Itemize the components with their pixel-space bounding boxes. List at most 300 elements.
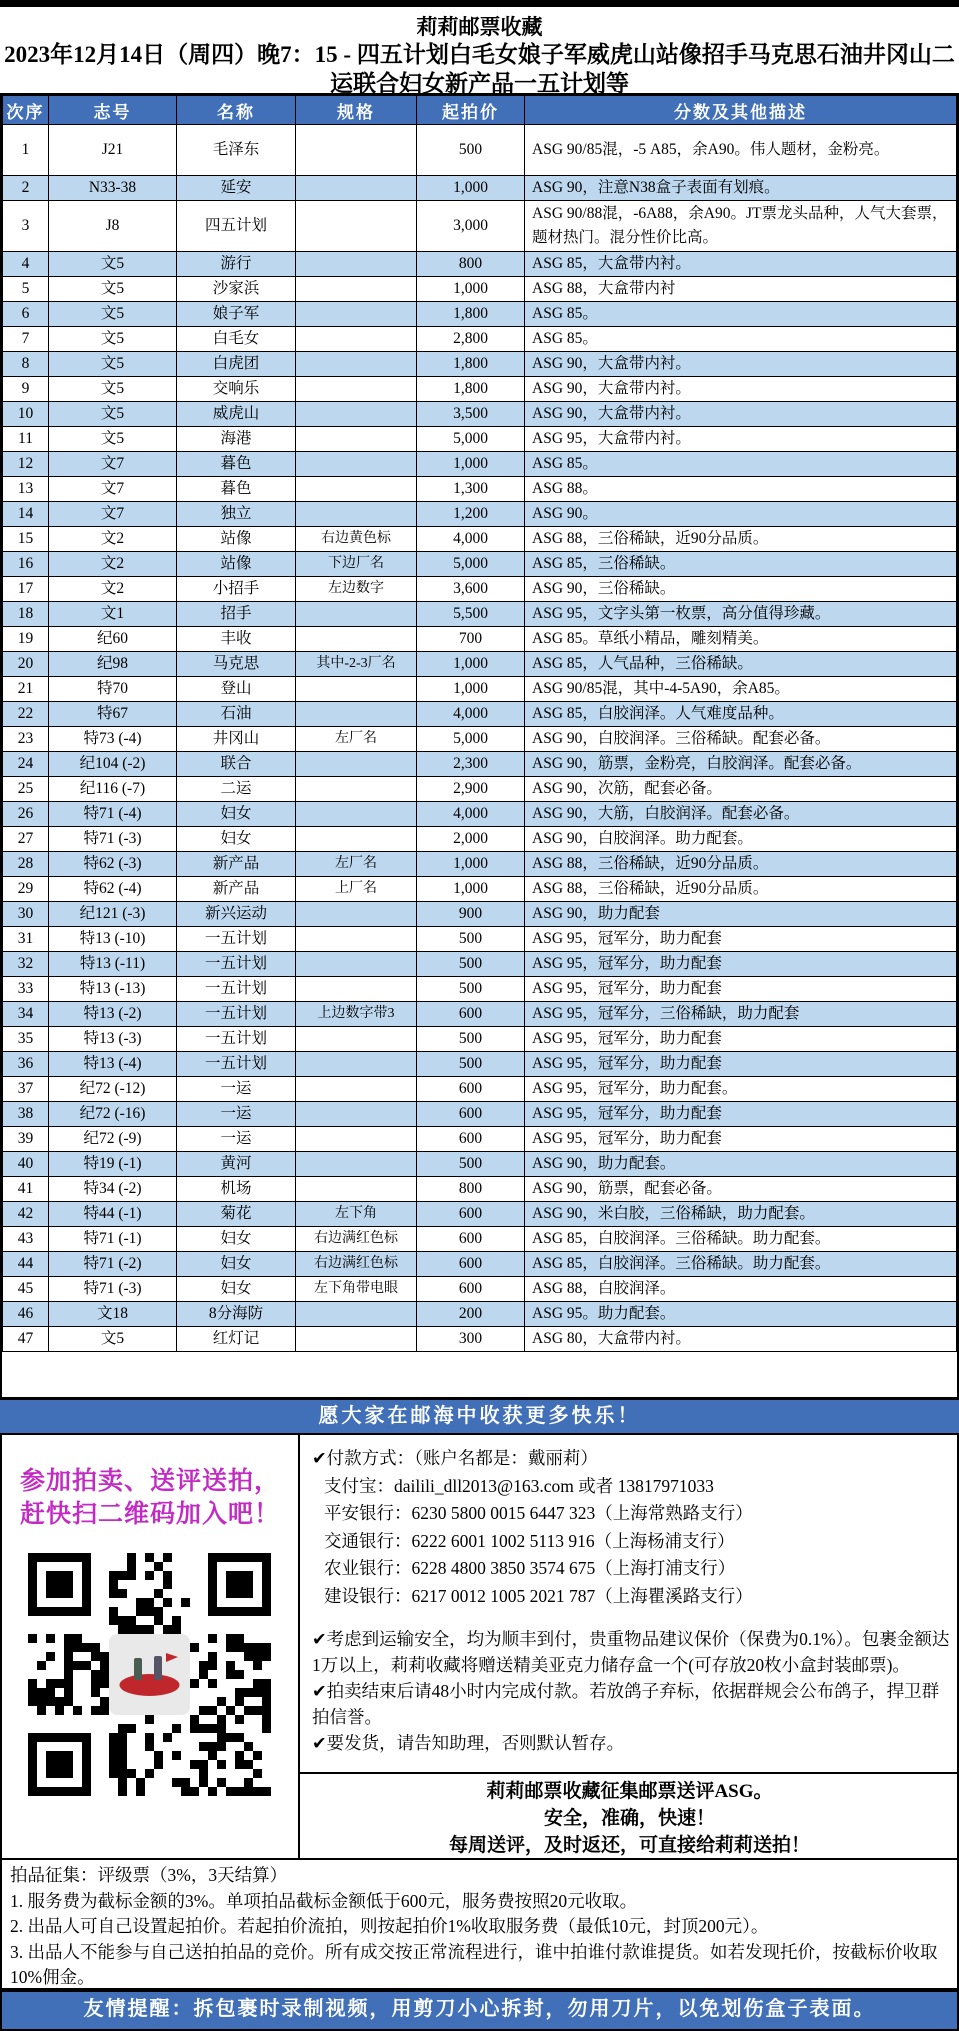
cell-description: ASG 95，冠军分，助力配套 [525, 952, 957, 977]
cell-spec: 其中-2-3厂名 [296, 652, 417, 677]
table-row [3, 1102, 957, 1127]
auction-subtitle-line2: 运联合妇女新产品一五计划等 [330, 71, 629, 96]
cell-start-price: 2,900 [417, 777, 525, 802]
cell-seq: 34 [3, 1002, 49, 1027]
table-row [3, 927, 957, 952]
cell-catalog: 纪98 [49, 652, 177, 677]
cell-seq: 32 [3, 952, 49, 977]
cell-seq: 3 [3, 201, 49, 252]
cell-name: 登山 [177, 677, 296, 702]
cell-description: ASG 88，白胶润泽。 [525, 1277, 957, 1302]
cell-catalog: 特71 (-1) [49, 1227, 177, 1252]
cell-description: ASG 90，白胶润泽。助力配套。 [525, 827, 957, 852]
cell-start-price: 600 [417, 1252, 525, 1277]
cell-name: 独立 [177, 502, 296, 527]
cell-name: 新产品 [177, 877, 296, 902]
cell-start-price: 1,000 [417, 277, 525, 302]
cell-seq: 30 [3, 902, 49, 927]
rule-line: 2. 出品人可自己设置起拍价。若起拍价流拍，则按起拍价1%收取服务费（最低10元，封顶200元）。 [10, 1916, 769, 1936]
cell-start-price: 600 [417, 1227, 525, 1252]
cell-spec [296, 702, 417, 727]
cell-start-price: 1,000 [417, 452, 525, 477]
cell-catalog: J21 [49, 125, 177, 176]
cell-name: 妇女 [177, 827, 296, 852]
cell-spec [296, 502, 417, 527]
cell-seq: 47 [3, 1327, 49, 1352]
title-area [0, 7, 959, 98]
cell-spec [296, 627, 417, 652]
cell-seq: 4 [3, 252, 49, 277]
table-row [3, 827, 957, 852]
cell-spec [296, 1027, 417, 1052]
cell-description: ASG 85。 [525, 327, 957, 352]
cell-start-price: 5,000 [417, 727, 525, 752]
cell-spec: 左厂名 [296, 727, 417, 752]
payment-account-line: 平安银行：6230 5800 0015 6447 323（上海常熟路支行） [324, 1503, 753, 1523]
cell-start-price: 1,000 [417, 852, 525, 877]
table-row [3, 1152, 957, 1177]
cell-name: 井冈山 [177, 727, 296, 752]
cell-spec [296, 176, 417, 201]
cell-spec [296, 302, 417, 327]
cell-start-price: 2,800 [417, 327, 525, 352]
cell-description: ASG 80，大盒带内衬。 [525, 1327, 957, 1352]
cell-spec [296, 427, 417, 452]
cell-seq: 6 [3, 302, 49, 327]
cell-name: 菊花 [177, 1202, 296, 1227]
cell-description: ASG 90，大筋，白胶润泽。配套必备。 [525, 802, 957, 827]
table-row [3, 201, 957, 252]
cell-name: 延安 [177, 176, 296, 201]
cell-seq: 33 [3, 977, 49, 1002]
cell-catalog: 特71 (-3) [49, 827, 177, 852]
cell-seq: 14 [3, 502, 49, 527]
cell-catalog: 文7 [49, 502, 177, 527]
cell-start-price: 900 [417, 902, 525, 927]
cell-spec: 右边满红色标 [296, 1227, 417, 1252]
cell-catalog: 文2 [49, 552, 177, 577]
cell-name: 站像 [177, 527, 296, 552]
cell-seq: 40 [3, 1152, 49, 1177]
cell-name: 新产品 [177, 852, 296, 877]
cell-description: ASG 95，冠军分，助力配套。 [525, 1077, 957, 1102]
cell-description: ASG 85。草纸小精品，雕刻精美。 [525, 627, 957, 652]
cell-start-price: 800 [417, 1177, 525, 1202]
table-row [3, 125, 957, 176]
cell-name: 游行 [177, 252, 296, 277]
cell-seq: 37 [3, 1077, 49, 1102]
cell-name: 招手 [177, 602, 296, 627]
table-row [3, 1277, 957, 1302]
cell-name: 丰收 [177, 627, 296, 652]
cell-start-price: 200 [417, 1302, 525, 1327]
cell-seq: 2 [3, 176, 49, 201]
cell-description: ASG 85，人气品种，三俗稀缺。 [525, 652, 957, 677]
cell-catalog: 文2 [49, 527, 177, 552]
cell-description: ASG 85，白胶润泽。人气难度品种。 [525, 702, 957, 727]
cell-catalog: 纪60 [49, 627, 177, 652]
note-line: ✔要发货，请告知助理，否则默认暂存。 [312, 1733, 625, 1753]
asg-box-line: 每周送评，及时返还，可直接给莉莉送拍！ [448, 1835, 810, 1856]
cell-name: 二运 [177, 777, 296, 802]
cell-start-price: 5,500 [417, 602, 525, 627]
asg-box-line: 安全，准确，快速！ [543, 1808, 715, 1829]
cell-description: ASG 90/88混，-6A88，余A90。JT票龙头品种，人气大套票，题材热门。混分性价比高。 [525, 201, 957, 252]
cell-description: ASG 88，三俗稀缺，近90分品质。 [525, 527, 957, 552]
cell-seq: 20 [3, 652, 49, 677]
cell-description: ASG 85，白胶润泽。三俗稀缺。助力配套。 [525, 1227, 957, 1252]
cell-start-price: 1,000 [417, 176, 525, 201]
cell-seq: 10 [3, 402, 49, 427]
cell-catalog: 特71 (-3) [49, 1277, 177, 1302]
cell-name: 站像 [177, 552, 296, 577]
cell-description: ASG 90。 [525, 502, 957, 527]
cell-spec [296, 1177, 417, 1202]
cell-seq: 39 [3, 1127, 49, 1152]
table-row [3, 1202, 957, 1227]
cell-catalog: 特62 (-4) [49, 877, 177, 902]
cell-name: 白虎团 [177, 352, 296, 377]
cell-catalog: 文7 [49, 477, 177, 502]
cell-catalog: 特73 (-4) [49, 727, 177, 752]
asg-service-box [300, 1772, 959, 1858]
table-row [3, 1052, 957, 1077]
cell-seq: 18 [3, 602, 49, 627]
table-row [3, 577, 957, 602]
cell-spec [296, 277, 417, 302]
cell-name: 石油 [177, 702, 296, 727]
cell-catalog: 文5 [49, 327, 177, 352]
table-row [3, 727, 957, 752]
cell-catalog: J8 [49, 201, 177, 252]
cell-catalog: 纪72 (-9) [49, 1127, 177, 1152]
cell-name: 妇女 [177, 1252, 296, 1277]
join-line1: 参加拍卖、送评送拍， [19, 1468, 280, 1495]
cell-seq: 13 [3, 477, 49, 502]
table-row [3, 1027, 957, 1052]
cell-catalog: 特71 (-2) [49, 1252, 177, 1277]
cell-catalog: 特62 (-3) [49, 852, 177, 877]
cell-start-price: 1,000 [417, 652, 525, 677]
cell-catalog: 文1 [49, 602, 177, 627]
cell-description: ASG 95，冠军分，助力配套 [525, 927, 957, 952]
cell-start-price: 1,000 [417, 677, 525, 702]
cell-catalog: 特70 [49, 677, 177, 702]
cell-name: 一五计划 [177, 1002, 296, 1027]
cell-start-price: 600 [417, 1102, 525, 1127]
cell-seq: 46 [3, 1302, 49, 1327]
cell-catalog: 特44 (-1) [49, 1202, 177, 1227]
cell-catalog: 文2 [49, 577, 177, 602]
cell-name: 一运 [177, 1102, 296, 1127]
cell-spec [296, 252, 417, 277]
cell-description: ASG 90，大盒带内衬。 [525, 377, 957, 402]
cell-description: ASG 85，白胶润泽。三俗稀缺。助力配套。 [525, 1252, 957, 1277]
cell-name: 交响乐 [177, 377, 296, 402]
cell-spec [296, 377, 417, 402]
cell-spec [296, 1127, 417, 1152]
table-row [3, 277, 957, 302]
cell-seq: 7 [3, 327, 49, 352]
cell-description: ASG 90，次筋，配套必备。 [525, 777, 957, 802]
cell-seq: 23 [3, 727, 49, 752]
cell-name: 一五计划 [177, 927, 296, 952]
auction-table-wrap [0, 93, 959, 1399]
cell-start-price: 1,800 [417, 302, 525, 327]
cell-start-price: 500 [417, 1027, 525, 1052]
cell-name: 暮色 [177, 477, 296, 502]
cell-spec: 右边满红色标 [296, 1252, 417, 1277]
cell-start-price: 500 [417, 125, 525, 176]
cell-name: 一运 [177, 1077, 296, 1102]
cell-start-price: 1,300 [417, 477, 525, 502]
cell-name: 妇女 [177, 1227, 296, 1252]
cell-start-price: 500 [417, 1152, 525, 1177]
cell-description: ASG 95，大盒带内衬。 [525, 427, 957, 452]
cell-seq: 11 [3, 427, 49, 452]
cell-spec [296, 677, 417, 702]
note-line: ✔考虑到运输安全，均为顺丰到付，贵重物品建议保价（保费为0.1%）。包裹金额达1万以上，莉莉收藏将赠送精美亚克力储存盒一个(可存放20枚小盒封装邮票)。 [312, 1629, 950, 1675]
cell-spec [296, 1052, 417, 1077]
cell-name: 四五计划 [177, 201, 296, 252]
cell-start-price: 3,500 [417, 402, 525, 427]
cell-seq: 41 [3, 1177, 49, 1202]
cell-spec [296, 602, 417, 627]
cell-description: ASG 90/85混，-5 A85，余A90。伟人题材，金粉亮。 [525, 125, 957, 176]
cell-seq: 15 [3, 527, 49, 552]
cell-description: ASG 88，三俗稀缺，近90分品质。 [525, 877, 957, 902]
cell-description: ASG 95，冠军分，三俗稀缺，助力配套 [525, 1002, 957, 1027]
table-row [3, 1252, 957, 1277]
cell-spec [296, 1327, 417, 1352]
cell-catalog: 纪72 (-16) [49, 1102, 177, 1127]
cell-spec: 左边数字 [296, 577, 417, 602]
cell-seq: 27 [3, 827, 49, 852]
table-row [3, 552, 957, 577]
join-call-to-action [2, 1465, 298, 1531]
cell-start-price: 2,300 [417, 752, 525, 777]
cell-description: ASG 88。 [525, 477, 957, 502]
table-row [3, 1177, 957, 1202]
cell-catalog: 纪72 (-12) [49, 1077, 177, 1102]
cell-description: ASG 90/85混，其中-4-5A90，余A85。 [525, 677, 957, 702]
cell-start-price: 1,200 [417, 502, 525, 527]
cell-spec: 上厂名 [296, 877, 417, 902]
join-line2: 赶快扫二维码加入吧！ [19, 1501, 280, 1528]
cell-seq: 19 [3, 627, 49, 652]
cell-catalog: 文18 [49, 1302, 177, 1327]
cell-description: ASG 90，筋票，配套必备。 [525, 1177, 957, 1202]
cell-description: ASG 95，冠军分，助力配套 [525, 1102, 957, 1127]
cell-start-price: 600 [417, 1127, 525, 1152]
cell-catalog: 特13 (-11) [49, 952, 177, 977]
table-row [3, 1127, 957, 1152]
cell-catalog: 文5 [49, 252, 177, 277]
cell-seq: 12 [3, 452, 49, 477]
wish-banner: 愿大家在邮海中收获更多快乐！ [0, 1398, 959, 1435]
cell-spec: 左厂名 [296, 852, 417, 877]
cell-name: 沙家浜 [177, 277, 296, 302]
cell-spec [296, 827, 417, 852]
table-row [3, 1077, 957, 1102]
table-row [3, 1227, 957, 1252]
table-row [3, 652, 957, 677]
cell-catalog: 特13 (-10) [49, 927, 177, 952]
cell-description: ASG 90，大盒带内衬。 [525, 352, 957, 377]
table-row [3, 777, 957, 802]
cell-spec [296, 1102, 417, 1127]
cell-name: 一五计划 [177, 977, 296, 1002]
cell-start-price: 1,800 [417, 352, 525, 377]
cell-seq: 26 [3, 802, 49, 827]
table-row [3, 1002, 957, 1027]
cell-name: 小招手 [177, 577, 296, 602]
cell-seq: 5 [3, 277, 49, 302]
cell-description: ASG 90，注意N38盒子表面有划痕。 [525, 176, 957, 201]
cell-seq: 36 [3, 1052, 49, 1077]
rule-line: 拍品征集：评级票（3%，3天结算） [10, 1865, 288, 1885]
cell-start-price: 500 [417, 1052, 525, 1077]
cell-seq: 44 [3, 1252, 49, 1277]
cell-seq: 24 [3, 752, 49, 777]
cell-spec: 左下角 [296, 1202, 417, 1227]
cell-catalog: 特34 (-2) [49, 1177, 177, 1202]
column-header: 志号 [49, 96, 177, 125]
table-row [3, 452, 957, 477]
cell-seq: 29 [3, 877, 49, 902]
cell-name: 妇女 [177, 802, 296, 827]
cell-spec [296, 327, 417, 352]
rule-line: 1. 服务费为截标金额的3%。单项拍品截标金额低于600元，服务费按照20元收取。 [10, 1890, 638, 1911]
table-row [3, 802, 957, 827]
cell-seq: 1 [3, 125, 49, 176]
payment-account-line: 交通银行：6222 6001 1002 5113 916（上海杨浦支行） [324, 1530, 735, 1551]
cell-catalog: 纪116 (-7) [49, 777, 177, 802]
cell-spec: 下边厂名 [296, 552, 417, 577]
cell-catalog: 特13 (-13) [49, 977, 177, 1002]
cell-name: 一五计划 [177, 1052, 296, 1077]
column-header: 起拍价 [417, 96, 525, 125]
cell-start-price: 700 [417, 627, 525, 652]
cell-description: ASG 95，冠军分，助力配套 [525, 1052, 957, 1077]
cell-seq: 16 [3, 552, 49, 577]
cell-spec: 右边黄色标 [296, 527, 417, 552]
table-row [3, 527, 957, 552]
cell-seq: 9 [3, 377, 49, 402]
table-header-row [3, 96, 957, 125]
cell-description: ASG 88，三俗稀缺，近90分品质。 [525, 852, 957, 877]
cell-description: ASG 88，大盒带内衬 [525, 277, 957, 302]
cell-catalog: 纪104 (-2) [49, 752, 177, 777]
cell-spec [296, 125, 417, 176]
cell-name: 新兴运动 [177, 902, 296, 927]
table-row [3, 427, 957, 452]
cell-spec [296, 802, 417, 827]
cell-seq: 21 [3, 677, 49, 702]
cell-name: 红灯记 [177, 1327, 296, 1352]
table-row [3, 176, 957, 201]
asg-box-line: 莉莉邮票收藏征集邮票送评ASG。 [486, 1781, 773, 1802]
cell-spec [296, 952, 417, 977]
cell-catalog: 特67 [49, 702, 177, 727]
cell-name: 娘子军 [177, 302, 296, 327]
cell-spec [296, 352, 417, 377]
cell-start-price: 500 [417, 927, 525, 952]
cell-start-price: 4,000 [417, 702, 525, 727]
cell-name: 海港 [177, 427, 296, 452]
cell-name: 黄河 [177, 1152, 296, 1177]
bottom-section [0, 1435, 959, 1858]
cell-spec [296, 777, 417, 802]
payment-account-line: 农业银行：6228 4800 3850 3574 675（上海打浦支行） [324, 1558, 736, 1578]
cell-spec [296, 927, 417, 952]
table-row [3, 852, 957, 877]
cell-name: 一运 [177, 1127, 296, 1152]
cell-seq: 22 [3, 702, 49, 727]
cell-name: 8分海防 [177, 1302, 296, 1327]
table-row [3, 627, 957, 652]
cell-catalog: 文5 [49, 427, 177, 452]
cell-description: ASG 90，助力配套 [525, 902, 957, 927]
cell-start-price: 600 [417, 1202, 525, 1227]
cell-description: ASG 95，冠军分，助力配套 [525, 977, 957, 1002]
cell-start-price: 600 [417, 1277, 525, 1302]
cell-start-price: 3,000 [417, 201, 525, 252]
cell-description: ASG 90，三俗稀缺。 [525, 577, 957, 602]
table-row [3, 1327, 957, 1352]
cell-seq: 17 [3, 577, 49, 602]
table-row [3, 977, 957, 1002]
cell-description: ASG 90，大盒带内衬。 [525, 402, 957, 427]
cell-catalog: 文5 [49, 277, 177, 302]
qr-code-image [28, 1553, 271, 1796]
cell-catalog: 文7 [49, 452, 177, 477]
cell-start-price: 500 [417, 977, 525, 1002]
cell-seq: 31 [3, 927, 49, 952]
cell-start-price: 500 [417, 952, 525, 977]
table-row [3, 602, 957, 627]
payment-account-line: 支付宝：dailili_dll2013@163.com 或者 13817971033 [324, 1475, 714, 1496]
cell-catalog: 文5 [49, 352, 177, 377]
cell-catalog: 特19 (-1) [49, 1152, 177, 1177]
cell-name: 暮色 [177, 452, 296, 477]
cell-start-price: 600 [417, 1077, 525, 1102]
cell-spec [296, 977, 417, 1002]
table-row [3, 352, 957, 377]
payment-account-line: 建设银行：6217 0012 1005 2021 787（上海瞿溪路支行） [324, 1585, 753, 1606]
cell-start-price: 5,000 [417, 427, 525, 452]
table-row [3, 477, 957, 502]
cell-description: ASG 85。 [525, 452, 957, 477]
note-line: ✔拍卖结束后请48小时内完成付款。若放鸽子弃标，依据群规会公布鸽子，捍卫群拍信誉。 [312, 1681, 940, 1727]
table-row [3, 502, 957, 527]
table-row [3, 1302, 957, 1327]
cell-name: 毛泽东 [177, 125, 296, 176]
cell-catalog: 文5 [49, 1327, 177, 1352]
cell-description: ASG 85，大盒带内衬。 [525, 252, 957, 277]
cell-description: ASG 95，冠军分，助力配套 [525, 1127, 957, 1152]
cell-spec [296, 752, 417, 777]
cell-start-price: 600 [417, 1002, 525, 1027]
table-row [3, 402, 957, 427]
payment-methods [300, 1435, 959, 1610]
cell-start-price: 5,000 [417, 552, 525, 577]
cell-seq: 8 [3, 352, 49, 377]
cell-seq: 35 [3, 1027, 49, 1052]
cell-description: ASG 90，白胶润泽。三俗稀缺。配套必备。 [525, 727, 957, 752]
page-title: 莉莉邮票收藏 [416, 15, 543, 39]
cell-description: ASG 90，筋票，金粉亮，白胶润泽。配套必备。 [525, 752, 957, 777]
